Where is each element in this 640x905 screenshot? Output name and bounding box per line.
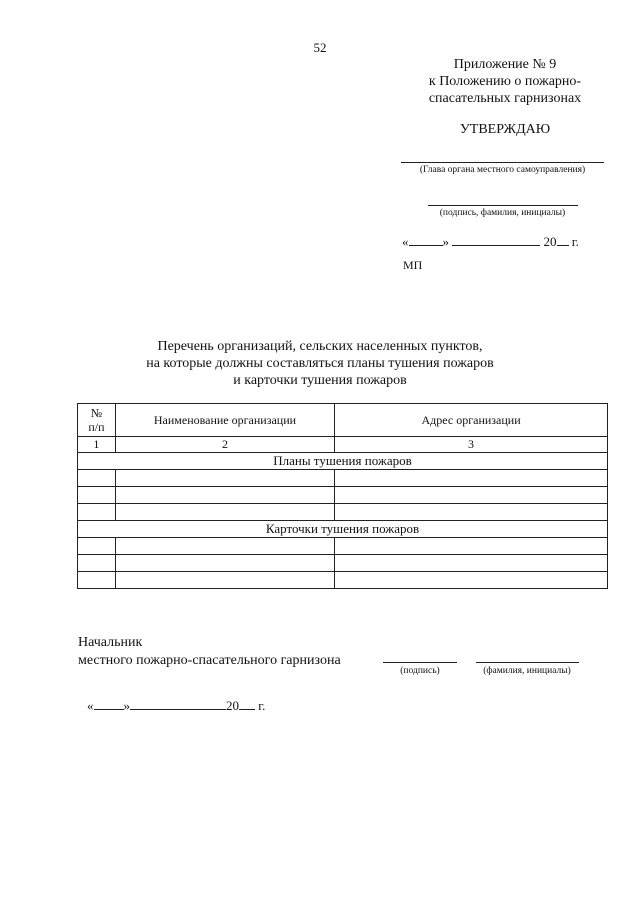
approval-date-year: 20 (543, 234, 557, 249)
approver-signature-caption: (подпись, фамилия, инициалы) (439, 208, 566, 218)
appendix-line-2: к Положению о пожарно- (428, 74, 582, 89)
table-cell[interactable] (335, 572, 608, 589)
section-plans-label: Планы тушения пожаров (78, 453, 608, 470)
chief-date-open-quote: « (87, 698, 94, 713)
table-cell[interactable] (335, 487, 608, 504)
appendix-line-1: Приложение № 9 (453, 57, 557, 72)
table-cell[interactable] (78, 555, 116, 572)
chief-year-blank[interactable] (239, 697, 255, 710)
table-cell[interactable] (335, 504, 608, 521)
table-row (78, 538, 608, 555)
column-number-1: 1 (78, 437, 116, 453)
appendix-line-3: спасательных гарнизонах (428, 91, 582, 106)
table-cell[interactable] (78, 538, 116, 555)
column-number-3: 3 (335, 437, 608, 453)
approval-date-suffix: г. (571, 234, 579, 249)
organizations-table (77, 403, 608, 589)
table-row (78, 487, 608, 504)
table-cell[interactable] (115, 487, 334, 504)
chief-month-blank[interactable] (130, 697, 226, 710)
chief-date-close-quote: » (123, 698, 130, 713)
chief-line-1: Начальник (78, 635, 143, 650)
header-number-line-1: № (90, 406, 103, 420)
appendix-block (390, 56, 620, 107)
approval-year-blank[interactable] (557, 233, 569, 246)
document-title (0, 338, 640, 389)
table-cell[interactable] (335, 538, 608, 555)
head-caption: (Глава органа местного самоуправления) (419, 165, 586, 175)
section-plans-row (78, 453, 608, 470)
table-cell[interactable] (115, 470, 334, 487)
header-number (78, 404, 116, 437)
table-header-row (78, 404, 608, 437)
title-line-2: на которые должны составляться планы тушения пожаров (146, 356, 494, 371)
seal-mark: МП (403, 258, 423, 272)
table-row (78, 504, 608, 521)
table-cell[interactable] (115, 504, 334, 521)
approval-month-blank[interactable] (452, 233, 540, 246)
table-cell[interactable] (115, 538, 334, 555)
header-org-name: Наименование организации (115, 404, 334, 437)
column-number-row (78, 437, 608, 453)
table-cell[interactable] (78, 572, 116, 589)
table-cell[interactable] (78, 470, 116, 487)
page-number: 52 (313, 40, 327, 55)
header-number-line-2: п/п (88, 420, 105, 434)
header-address: Адрес организации (335, 404, 608, 437)
approval-day-blank[interactable] (409, 233, 443, 246)
table-cell[interactable] (115, 555, 334, 572)
table-row (78, 470, 608, 487)
table-cell[interactable] (78, 487, 116, 504)
chief-date-line (87, 697, 265, 714)
table-cell[interactable] (115, 572, 334, 589)
table-cell[interactable] (335, 555, 608, 572)
approver-signature-line[interactable] (428, 205, 578, 206)
table-row (78, 555, 608, 572)
chief-signature-caption: (подпись) (400, 666, 440, 676)
section-cards-row (78, 521, 608, 538)
table-cell[interactable] (335, 470, 608, 487)
chief-date-year: 20 (226, 698, 239, 713)
chief-day-blank[interactable] (94, 697, 124, 710)
chief-name-caption: (фамилия, инициалы) (483, 666, 571, 676)
title-line-3: и карточки тушения пожаров (233, 373, 407, 388)
chief-signature-line[interactable] (383, 662, 457, 663)
head-signature-line[interactable] (401, 162, 604, 163)
chief-line-2: местного пожарно-спасательного гарнизона (78, 653, 341, 668)
column-number-2: 2 (115, 437, 334, 453)
approval-date-open-quote: « (402, 234, 409, 249)
approval-date-close-quote: » (442, 234, 449, 249)
title-line-1: Перечень организаций, сельских населенных пунктов, (157, 339, 483, 354)
approval-date-line (402, 233, 579, 250)
table-row (78, 572, 608, 589)
approval-heading: УТВЕРЖДАЮ (459, 122, 551, 137)
table-cell[interactable] (78, 504, 116, 521)
chief-name-line[interactable] (476, 662, 579, 663)
section-cards-label: Карточки тушения пожаров (78, 521, 608, 538)
chief-block (78, 634, 341, 670)
chief-date-suffix: г. (258, 698, 266, 713)
